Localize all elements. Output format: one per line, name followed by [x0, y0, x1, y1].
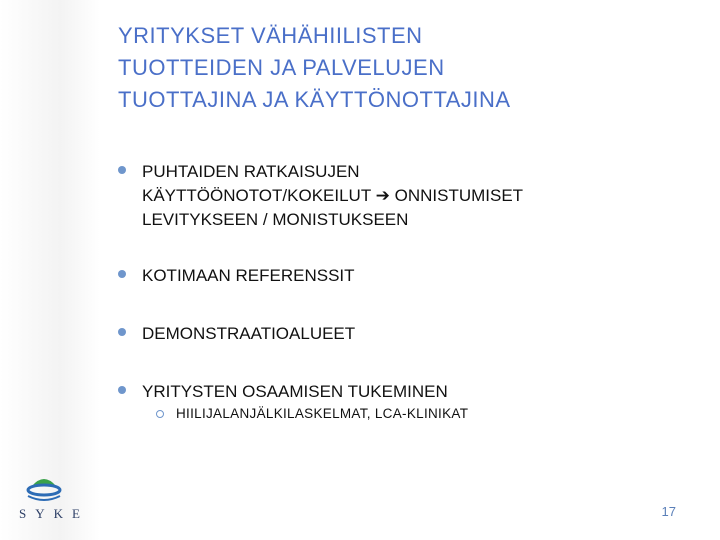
left-gradient-bar: [0, 0, 100, 540]
bullet-item: [118, 380, 448, 404]
syke-logo: [10, 470, 89, 530]
bullet-item: [118, 160, 523, 232]
bullet-text: KOTIMAAN REFERENSSIT: [142, 266, 355, 285]
logo-wordmark: SYKE: [19, 506, 89, 521]
bullet-item: [118, 322, 355, 346]
arrow-right-icon: ➔: [375, 186, 390, 206]
bullet-line: LEVITYKSEEN / MONISTUKSEEN: [142, 210, 409, 229]
bullet-segment: ONNISTUMISET: [389, 186, 524, 205]
bullet-item: [118, 264, 355, 288]
bullet-text: [142, 160, 523, 232]
bullet-text: YRITYSTEN OSAAMISEN TUKEMINEN: [142, 382, 448, 401]
title-line-2: TUOTTEIDEN JA PALVELUJEN: [118, 55, 445, 80]
syke-logo-icon: [10, 470, 78, 506]
title-line-1: YRITYKSET VÄHÄHIILISTEN: [118, 23, 423, 48]
sub-bullet-text: HIILIJALANJÄLKILASKELMAT, LCA-KLINIKAT: [176, 406, 469, 421]
logo-water-ring: [28, 485, 60, 495]
title-line-3: TUOTTAJINA JA KÄYTTÖNOTTAJINA: [118, 87, 511, 112]
bullet-line: PUHTAIDEN RATKAISUJEN: [142, 162, 360, 181]
bullet-line: [142, 184, 523, 208]
bullet-dot-icon: [118, 386, 126, 394]
logo-water-wave: [28, 496, 60, 500]
slide-title: [118, 20, 678, 116]
bullet-segment: KÄYTTÖÖNOTOT/KOKEILUT: [142, 186, 376, 205]
bullet-text: DEMONSTRAATIOALUEET: [142, 324, 356, 343]
bullet-dot-icon: [118, 270, 126, 278]
sub-bullet-circle-icon: [156, 410, 164, 418]
bullet-dot-icon: [118, 328, 126, 336]
bullet-dot-icon: [118, 166, 126, 174]
page-number: 17: [661, 504, 676, 519]
sub-bullet-item: [156, 406, 468, 421]
